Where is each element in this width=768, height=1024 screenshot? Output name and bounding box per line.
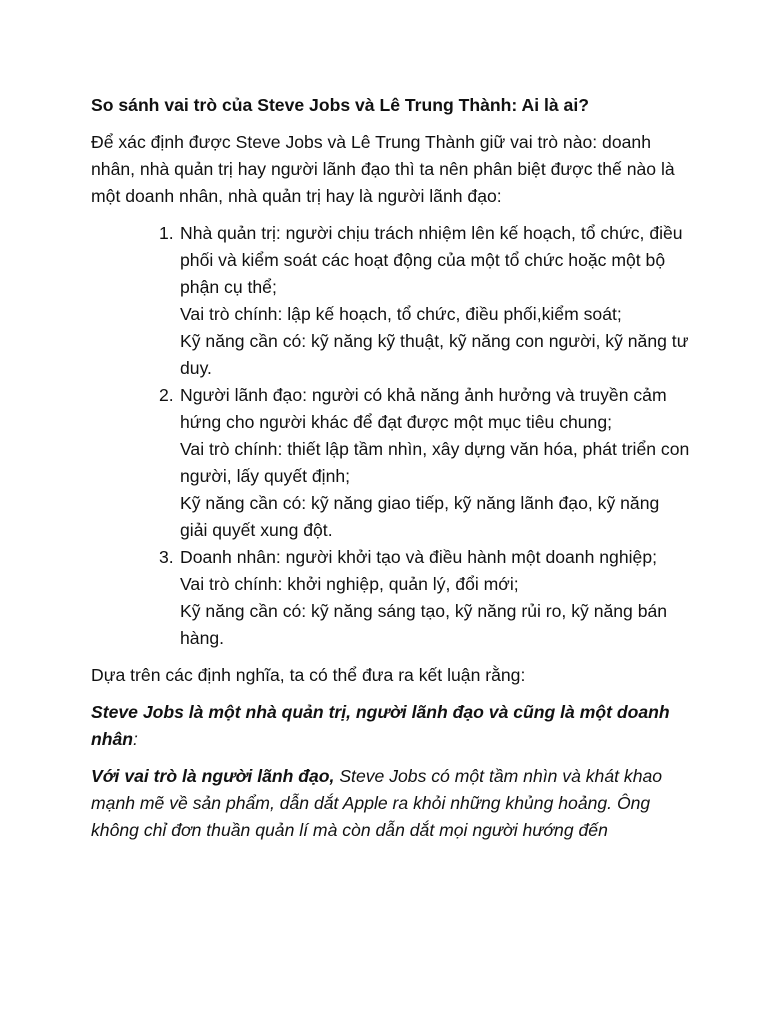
definition-list [91, 220, 691, 652]
list-item [91, 544, 691, 652]
conclusion-bold-text: Steve Jobs là một nhà quản trị, người lãnh đạo và cũng là một doanh nhân [91, 702, 670, 749]
document-title: So sánh vai trò của Steve Jobs và Lê Trung Thành: Ai là ai? [91, 95, 589, 115]
list-item [91, 382, 691, 544]
item-role: Vai trò chính: thiết lập tầm nhìn, xây dựng văn hóa, phát triển con người, lấy quyết định; [180, 439, 690, 486]
item-definition: Người lãnh đạo: người có khả năng ảnh hưởng và truyền cảm hứng cho người khác để đạt được một mục tiêu chung; [180, 385, 667, 432]
item-definition: Doanh nhân: người khởi tạo và điều hành một doanh nghiệp; [180, 547, 657, 567]
conclusion-colon: : [133, 729, 138, 749]
item-role: Vai trò chính: khởi nghiệp, quản lý, đổi mới; [180, 574, 519, 594]
item-definition: Nhà quản trị: người chịu trách nhiệm lên kế hoạch, tổ chức, điều phối và kiểm soát các hoạt động của một tổ chức hoặc một bộ phận cụ thể; [180, 223, 683, 297]
list-number: 3. [159, 547, 174, 567]
document-page [91, 92, 691, 854]
list-item [91, 220, 691, 382]
leader-body-text: Steve Jobs có một tầm nhìn và khát khao mạnh mẽ về sản phẩm, dẫn dắt Apple ra khỏi những khủng hoảng. Ông không chỉ đơn thuần quản lí mà còn dẫn dắt mọi người hướng đến [91, 766, 663, 840]
item-role: Vai trò chính: lập kế hoạch, tổ chức, điều phối,kiểm soát; [180, 304, 622, 324]
list-number: 2. [159, 385, 174, 405]
intro-paragraph: Để xác định được Steve Jobs và Lê Trung Thành giữ vai trò nào: doanh nhân, nhà quản trị hay người lãnh đạo thì ta nên phân biệt được thế nào là một doanh nhân, nhà quản trị hay là người lãnh đạo: [91, 132, 675, 206]
item-skills: Kỹ năng cần có: kỹ năng sáng tạo, kỹ năng rủi ro, kỹ năng bán hàng. [180, 601, 668, 648]
item-skills: Kỹ năng cần có: kỹ năng kỹ thuật, kỹ năng con người, kỹ năng tư duy. [180, 331, 689, 378]
item-skills: Kỹ năng cần có: kỹ năng giao tiếp, kỹ năng lãnh đạo, kỹ năng giải quyết xung đột. [180, 493, 660, 540]
list-number: 1. [159, 223, 174, 243]
conclusion-intro: Dựa trên các định nghĩa, ta có thể đưa ra kết luận rằng: [91, 665, 526, 685]
conclusion-statement [91, 699, 691, 753]
leader-paragraph [91, 763, 691, 844]
leader-bold-text: Với vai trò là người lãnh đạo, [91, 766, 335, 786]
